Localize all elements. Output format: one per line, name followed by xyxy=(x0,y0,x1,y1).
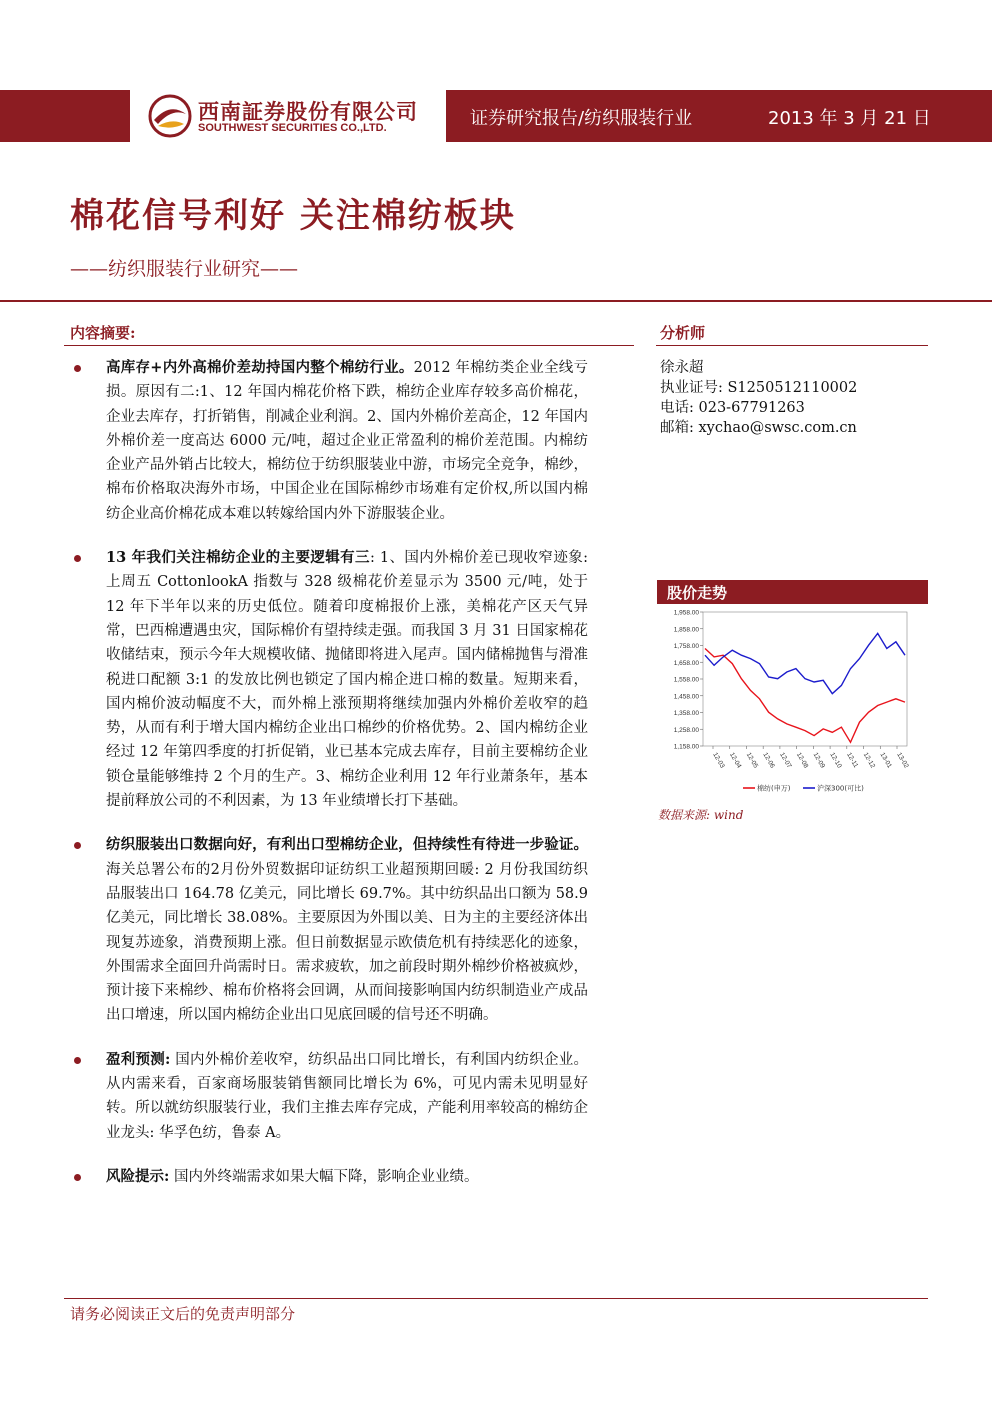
bullet-dot-icon xyxy=(74,555,81,562)
summary-bullet xyxy=(72,546,588,813)
company-logo xyxy=(130,90,446,142)
stock-chart-svg xyxy=(657,606,928,800)
title-divider xyxy=(0,300,992,302)
x-tick-label: 12-11 xyxy=(845,751,860,769)
summary-bullet xyxy=(72,356,588,526)
summary-bullets xyxy=(72,356,588,1189)
bullet-text: : 1、国内外棉价差已现收窄迹象: 上周五 CottonlookA 指数与 328 级棉花价差显示为 3500 元/吨，处于 12 年下半年以来的历史低位。随着印度棉报价上涨，美棉花产区天气异常，巴西棉遭遇虫灾，国际棉价有望持续走强。而我国 3 月 31 日国家棉花收储结束，预示今年大规模收储、抛储即将进入尾声。国内储棉抛售与滑准税进口配额 3:1 的发放比例也锁定了国内棉企进口棉的数量。短期来看，国内棉价波动幅度不大，而外棉上涨预期将继续加强内外棉价差收窄的趋势，从而有利于增大国内棉纺企业出口棉纱的价格优势。2、国内棉纺企业经过 12 年第四季度的打折促销，业已基本完成去库存，目前主要棉纺企业锁仓量能够维持 2 个月的生产。3、棉纺企业利用 12 年行业萧条年，基本提前释放公司的不利因素，为 13 年业绩增长打下基础。 xyxy=(106,550,588,810)
bullet-dot-icon xyxy=(74,365,81,372)
chart-source: 数据来源: wind xyxy=(658,808,744,822)
x-tick-label: 12-04 xyxy=(727,751,743,770)
bullet-text: 国内外棉价差收窄，纺织品出口同比增长，有利国内纺织企业。从内需来看，百家商场服装销售额同比增长为 6%，可见内需未见明显好转。所以就纺织服装行业，我们主推去库存完成，产能利用率较高的棉纺企业龙头: 华孚色纺，鲁泰 A。 xyxy=(106,1051,588,1141)
x-tick-label: 12-12 xyxy=(861,751,877,770)
company-name-cn: 西南証券股份有限公司 xyxy=(198,99,418,124)
series-line-1 xyxy=(705,649,905,743)
summary-bullet xyxy=(72,1048,588,1145)
y-tick-label: 1,558.00 xyxy=(673,676,699,684)
bullet-heading: 13 年我们关注棉纺企业的主要逻辑有三 xyxy=(106,549,370,567)
analyst-phone: 电话: 023-67791263 xyxy=(660,400,805,416)
bullet-dot-icon xyxy=(74,842,81,849)
analyst-divider xyxy=(656,345,928,346)
y-tick-label: 1,458.00 xyxy=(673,693,699,701)
logo-emblem-icon xyxy=(148,94,192,138)
bullet-text: 海关总署公布的2月份外贸数据印证纺织工业超预期回暖: 2 月份我国纺织品服装出口 164.78 亿美元，同比增长 69.7%。其中纺织品出口额为 58.9 亿美元，同比增长 38.08%。主要原因为外围以美、日为主的主要经济体出现复苏迹象，消费预期上涨。但日前数据显示欧债危机有持续恶化的迹象，外围需求全面回升尚需时日。需求疲软，加之前段时期外棉纱价格被疯炒，预计接下来棉纱、棉布价格将会回调，从而间接影响国内纺织制造业产成品出口增速，所以国内棉纺企业出口见底回暖的信号还不明确。 xyxy=(106,861,588,1024)
legend-label: 棉纺(申万) xyxy=(757,784,791,793)
disclaimer-note: 请务必阅读正文后的免责声明部分 xyxy=(70,1305,296,1323)
x-tick-label: 12-10 xyxy=(828,751,843,770)
y-tick-label: 1,158.00 xyxy=(673,743,699,751)
report-date: 2013 年 3 月 21 日 xyxy=(768,108,931,129)
stock-chart xyxy=(657,606,928,800)
x-tick-label: 13-01 xyxy=(878,751,893,770)
x-tick-label: 12-05 xyxy=(744,751,760,770)
footer-divider xyxy=(64,1298,928,1299)
y-tick-label: 1,258.00 xyxy=(673,726,699,734)
report-type: 证券研究报告/纺织服装行业 xyxy=(470,108,693,129)
series-line-2 xyxy=(705,633,905,693)
bullet-heading: 风险提示: xyxy=(106,1167,170,1185)
x-tick-label: 12-03 xyxy=(711,751,726,770)
x-tick-label: 12-07 xyxy=(778,751,793,770)
analyst-label: 分析师 xyxy=(660,324,706,342)
summary-bullet xyxy=(72,833,588,1027)
y-tick-label: 1,358.00 xyxy=(673,710,699,717)
y-tick-label: 1,658.00 xyxy=(673,659,699,667)
bullet-heading: 盈利预测: xyxy=(106,1050,171,1068)
summary-divider xyxy=(64,345,634,346)
analyst-info xyxy=(660,358,857,438)
page-subtitle: ——纺织服装行业研究—— xyxy=(70,258,299,280)
analyst-cert: 执业证号: S1250512110002 xyxy=(660,380,858,396)
bullet-text: 2012 年棉纺类企业全线亏损。原因有二:1、12 年国内棉花价格下跌，棉纺企业库存较多高价棉花，企业去库存，打折销售，削减企业利润。2、国内外棉价差高企，12 年国内外棉价差一度高达 6000 元/吨，超过企业正常盈利的棉价差范围。内棉纺企业产品外销占比较大，棉纺位于纺织服装业中游，市场完全竞争，棉纱，棉布价格取决海外市场，中国企业在国际棉纱市场难有定价权,所以国内棉纺企业高价棉花成本难以转嫁给国内外下游服装企业。 xyxy=(106,360,588,522)
x-tick-label: 12-08 xyxy=(794,751,810,770)
x-tick-label: 13-02 xyxy=(895,751,910,770)
summary-bullet xyxy=(72,1165,588,1189)
legend-label: 沪深300(可比) xyxy=(817,784,864,793)
bullet-text: 国内外终端需求如果大幅下降，影响企业业绩。 xyxy=(169,1168,479,1185)
bullet-dot-icon xyxy=(74,1174,81,1181)
y-tick-label: 1,958.00 xyxy=(673,609,699,617)
company-name-en: SOUTHWEST SECURITIES CO.,LTD. xyxy=(198,122,387,134)
chart-title: 股价走势 xyxy=(667,584,728,602)
x-tick-label: 12-09 xyxy=(811,751,827,770)
y-tick-label: 1,758.00 xyxy=(673,643,699,650)
bullet-dot-icon xyxy=(74,1057,81,1064)
analyst-email: 邮箱: xychao@swsc.com.cn xyxy=(660,420,857,436)
bullet-heading: 高库存+内外高棉价差劫持国内整个棉纺行业。 xyxy=(106,359,414,376)
y-tick-label: 1,858.00 xyxy=(673,626,699,634)
bullet-heading: 纺织服装出口数据向好，有利出口型棉纺企业，但持续性有待进一步验证。 xyxy=(106,836,588,854)
analyst-name: 徐永超 xyxy=(660,360,704,376)
summary-label: 内容摘要: xyxy=(70,324,136,342)
chart-header xyxy=(657,580,928,604)
x-tick-label: 12-06 xyxy=(761,751,776,770)
page-title: 棉花信号利好 关注棉纺板块 xyxy=(70,196,516,236)
